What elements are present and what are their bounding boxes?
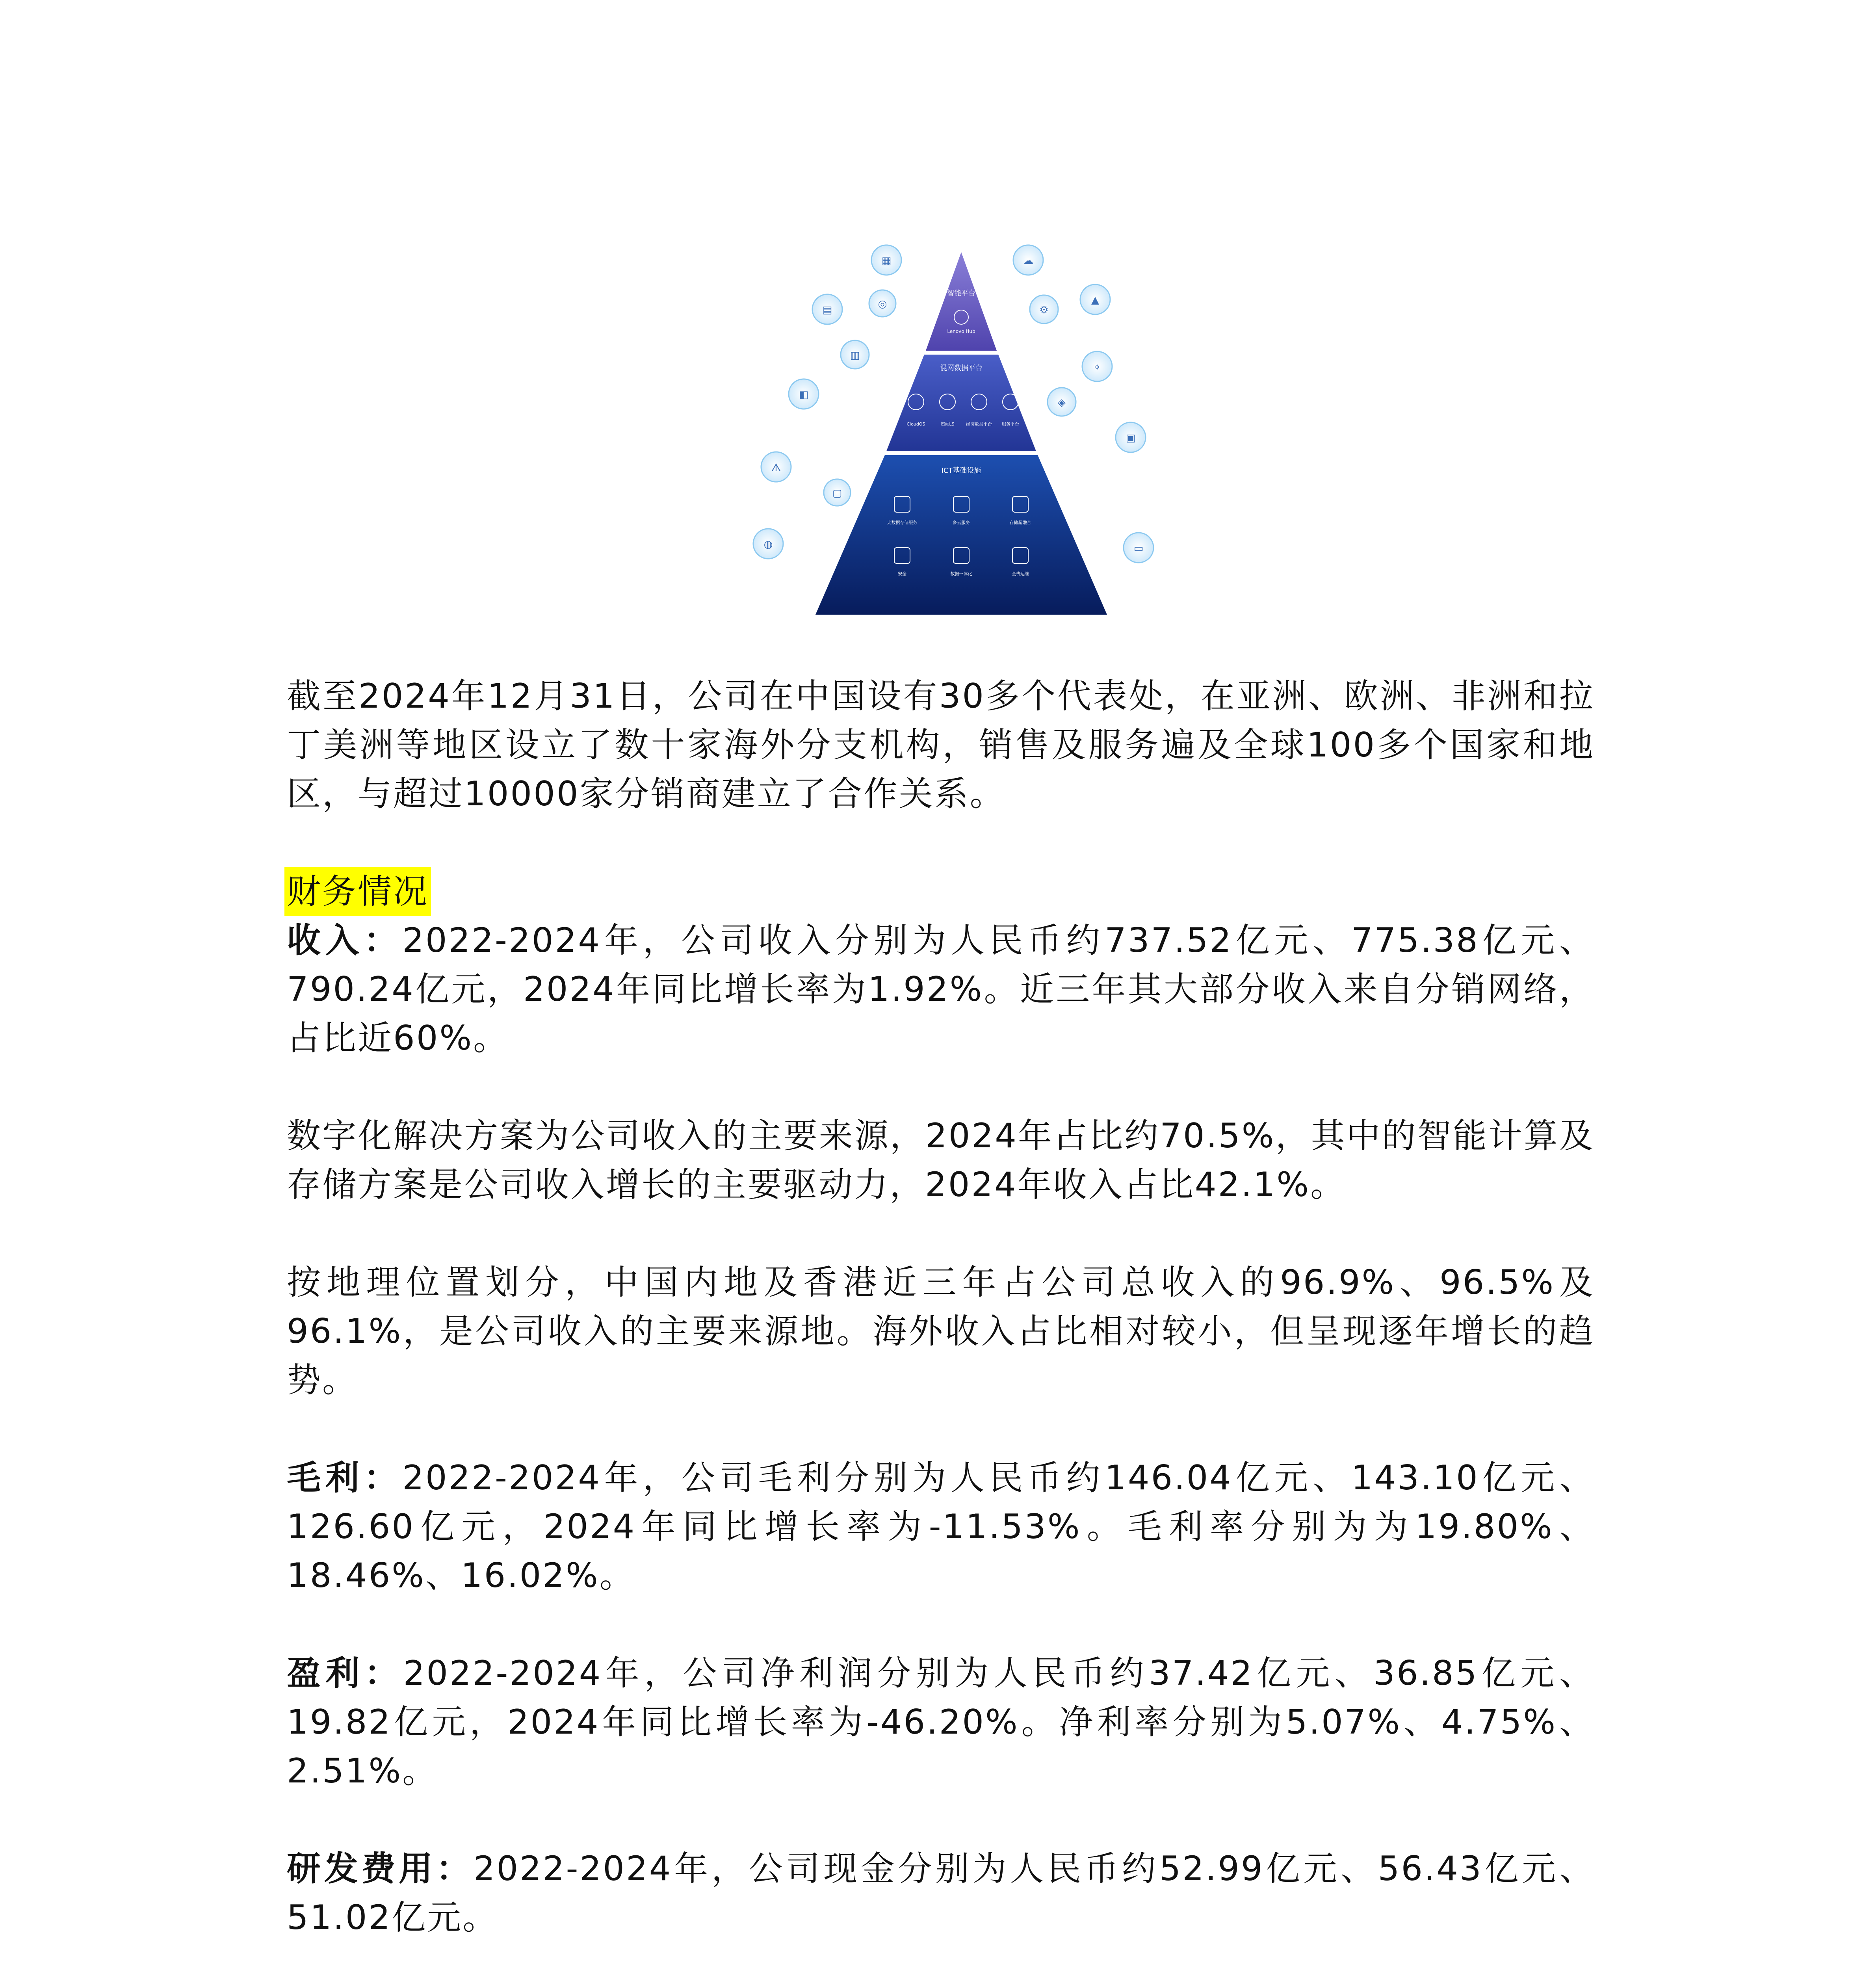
- geography-paragraph: 按地理位置划分，中国内地及香港近三年占公司总收入的96.9%、96.5%及96.1%，是公司收入的主要来源地。海外收入占比相对较小，但呈现逐年增长的趋势。: [287, 1263, 1595, 1400]
- pyramid-base-item-4: 安全: [898, 571, 906, 576]
- svg-text:⚙: ⚙: [1039, 304, 1049, 316]
- pyramid-mid-title: 混网数据平台: [940, 364, 983, 372]
- pyramid-top-title: 智能平台: [947, 289, 975, 297]
- gross-profit-paragraph: [287, 1453, 1595, 1600]
- pyramid-base-item-5: 数据一体化: [950, 571, 972, 576]
- pyramid-top-sub: Lenovo Hub: [947, 329, 975, 334]
- net-profit-label: 盈利：: [287, 1654, 403, 1693]
- ict-pyramid-figure: [737, 236, 1186, 623]
- pyramid-mid-item-1: CloudOS: [906, 422, 925, 427]
- gross-profit-text: 2022-2024年，公司毛利分别为人民币约146.04亿元、143.10亿元、126.60亿元，2024年同比增长率为-11.53%。毛利率分别为为19.80%、18.46%、16.02%。: [287, 1458, 1595, 1595]
- article-body: [287, 672, 1595, 1970]
- pyramid-base-item-6: 全栈运维: [1012, 571, 1029, 576]
- rd-expense-label: 研发费用：: [287, 1849, 474, 1888]
- rd-expense-text: 2022-2024年，公司现金分别为人民币约52.99亿元、56.43亿元、51.02亿元。: [287, 1849, 1595, 1937]
- svg-text:◧: ◧: [799, 389, 809, 401]
- income-paragraph: [287, 916, 1595, 1063]
- pyramid-top-tier: [926, 252, 997, 351]
- pyramid-mid-item-4: 服务平台: [1002, 422, 1019, 427]
- svg-text:▢: ▢: [832, 487, 842, 499]
- svg-text:▥: ▥: [850, 349, 860, 361]
- rd-expense-paragraph: [287, 1844, 1595, 1942]
- svg-text:⌖: ⌖: [1094, 361, 1100, 373]
- svg-text:▭: ▭: [1133, 543, 1144, 554]
- intro-paragraph: 截至2024年12月31日，公司在中国设有30多个代表处，在亚洲、欧洲、非洲和拉丁美洲等地区设立了数十家海外分支机构，销售及服务遍及全球100多个国家和地区，与超过10000家分销商建立了合作关系。: [287, 676, 1595, 814]
- pyramid-base-title: ICT基础设施: [941, 466, 981, 475]
- net-profit-paragraph: [287, 1649, 1595, 1795]
- svg-text:▲: ▲: [1091, 294, 1099, 306]
- digital-solutions-paragraph: 数字化解决方案为公司收入的主要来源，2024年占比约70.5%，其中的智能计算及存储方案是公司收入增长的主要驱动力，2024年收入占比42.1%。: [287, 1116, 1595, 1204]
- income-text: 2022-2024年，公司收入分别为人民币约737.52亿元、775.38亿元、790.24亿元，2024年同比增长率为1.92%。近三年其大部分收入来自分销网络，占比近60%。: [287, 921, 1595, 1058]
- svg-text:ᗑ: ᗑ: [771, 462, 781, 474]
- pyramid-base-item-2: 多云服务: [953, 520, 970, 525]
- pyramid-base-tier: [815, 455, 1107, 615]
- svg-text:▦: ▦: [881, 255, 892, 267]
- svg-text:◍: ◍: [763, 539, 773, 550]
- section-heading-finance: 财务情况: [284, 867, 431, 916]
- svg-text:▤: ▤: [822, 304, 832, 316]
- svg-text:◎: ◎: [878, 298, 887, 310]
- svg-text:☁: ☁: [1023, 255, 1033, 267]
- svg-text:▣: ▣: [1126, 432, 1136, 444]
- net-profit-text: 2022-2024年，公司净利润分别为人民币约37.42亿元、36.85亿元、19.82亿元，2024年同比增长率为-46.20%。净利率分别为5.07%、4.75%、2.51%。: [287, 1654, 1595, 1791]
- pyramid-mid-item-3: 经济数据平台: [966, 422, 992, 427]
- income-label: 收入：: [287, 921, 403, 960]
- svg-text:◈: ◈: [1058, 397, 1066, 409]
- pyramid-mid-item-2: 超融LS: [940, 422, 955, 427]
- pyramid-base-item-1: 大数据存储服务: [887, 520, 918, 525]
- pyramid-base-item-3: 存储超融合: [1009, 520, 1031, 525]
- gross-profit-label: 毛利：: [287, 1458, 403, 1498]
